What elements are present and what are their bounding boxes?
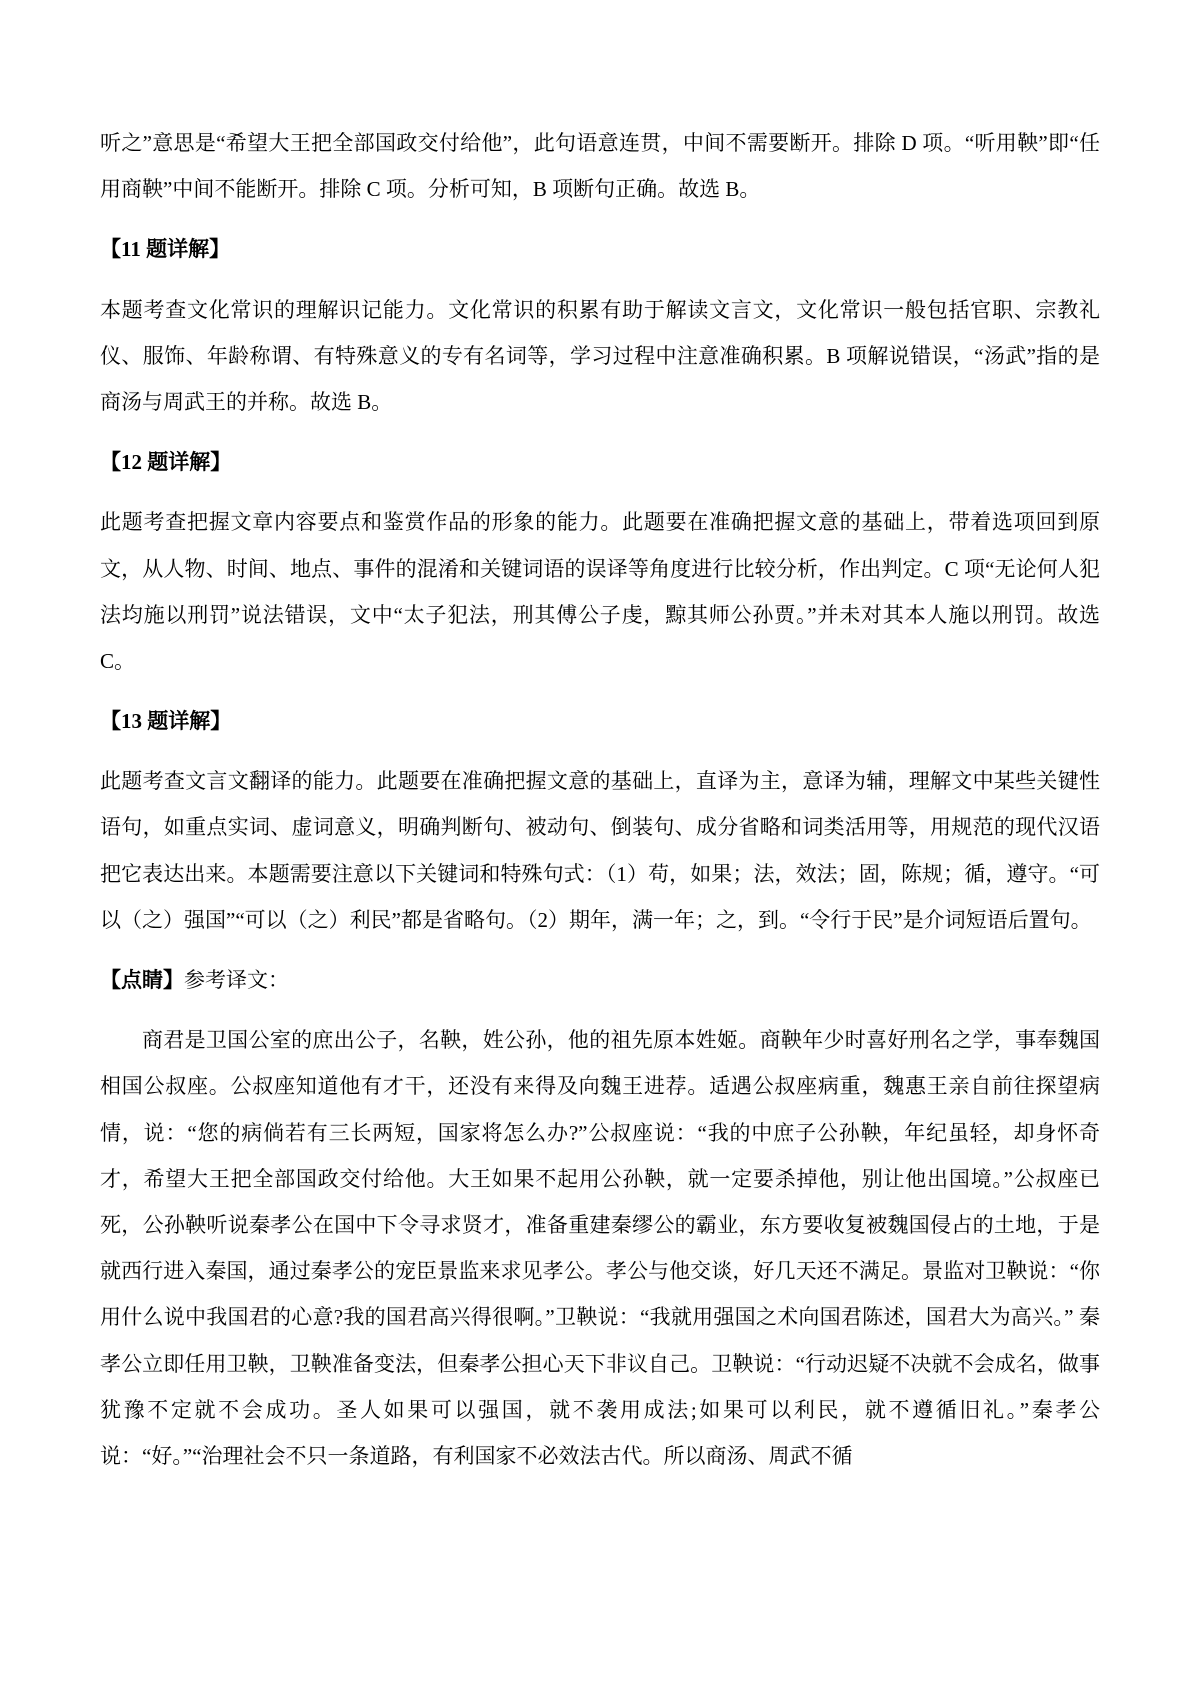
paragraph-continuation: 听之”意思是“希望大王把全部国政交付给他”，此句语意连贯，中间不需要断开。排除 D 项。“听用鞅”即“任用商鞅”中间不能断开。排除 C 项。分析可知，B 项断句正确。故选 B。 bbox=[100, 131, 1100, 202]
reference-heading-line bbox=[100, 957, 1100, 1003]
translation-paragraph: 商君是卫国公室的庶出公子，名鞅，姓公孙，他的祖先原本姓姬。商鞅年少时喜好刑名之学，事奉魏国相国公叔座。公叔座知道他有才干，还没有来得及向魏王进荐。适遇公叔座病重，魏惠王亲自前往探望病情，说：“您的病倘若有三长两短，国家将怎么办?”公叔座说：“我的中庶子公孙鞅，年纪虽轻，却身怀奇才，希望大王把全部国政交付给他。大王如果不起用公孙鞅，就一定要杀掉他，别让他出国境。”公叔座已死，公孙鞅听说秦孝公在国中下令寻求贤才，准备重建秦缪公的霸业，东方要收复被魏国侵占的土地，于是就西行进入秦国，通过秦孝公的宠臣景监来求见孝公。孝公与他交谈，好几天还不满足。景监对卫鞅说：“你用什么说中我国君的心意?我的国君高兴得很啊。”卫鞅说：“我就用强国之术向国君陈述，国君大为高兴。” 秦孝公立即任用卫鞅，卫鞅准备变法，但秦孝公担心天下非议自己。卫鞅说：“行动迟疑不决就不会成名，做事犹豫不定就不会成功。圣人如果可以强国，就不袭用成法;如果可以利民，就不遵循旧礼。”秦孝公说：“好。”“治理社会不只一条道路，有利国家不必效法古代。所以商汤、周武不循 bbox=[100, 1028, 1100, 1468]
section-heading-q13: 【13 题详解】 bbox=[100, 709, 232, 734]
section-heading-q12: 【12 题详解】 bbox=[100, 450, 232, 475]
reference-title: 参考译文： bbox=[184, 968, 289, 992]
section-body-q12: 此题考查把握文章内容要点和鉴赏作品的形象的能力。此题要在准确把握文意的基础上，带着选项回到原文，从人物、时间、地点、事件的混淆和关键词语的误译等角度进行比较分析，作出判定。C 项“无论何人犯法均施以刑罚”说法错误，文中“太子犯法，刑其傅公子虔，黥其师公孙贾。”并未对其本人施以刑罚。故选 C。 bbox=[100, 510, 1100, 673]
section-heading-q11: 【11 题详解】 bbox=[100, 237, 231, 262]
reference-label: 【点睛】 bbox=[100, 968, 184, 992]
section-body-q11: 本题考查文化常识的理解识记能力。文化常识的积累有助于解读文言文，文化常识一般包括官职、宗教礼仪、服饰、年龄称谓、有特殊意义的专有名词等，学习过程中注意准确积累。B 项解说错误，“汤武”指的是商汤与周武王的并称。故选 B。 bbox=[100, 297, 1100, 414]
section-body-q13: 此题考查文言文翻译的能力。此题要在准确把握文意的基础上，直译为主，意译为辅，理解文中某些关键性语句，如重点实词、虚词意义，明确判断句、被动句、倒装句、成分省略和词类活用等，用规范的现代汉语把它表达出来。本题需要注意以下关键词和特殊句式：（1）苟，如果；法，效法；固，陈规；循，遵守。“可以（之）强国”“可以（之）利民”都是省略句。（2）期年，满一年；之，到。“令行于民”是介词短语后置句。 bbox=[100, 769, 1100, 932]
